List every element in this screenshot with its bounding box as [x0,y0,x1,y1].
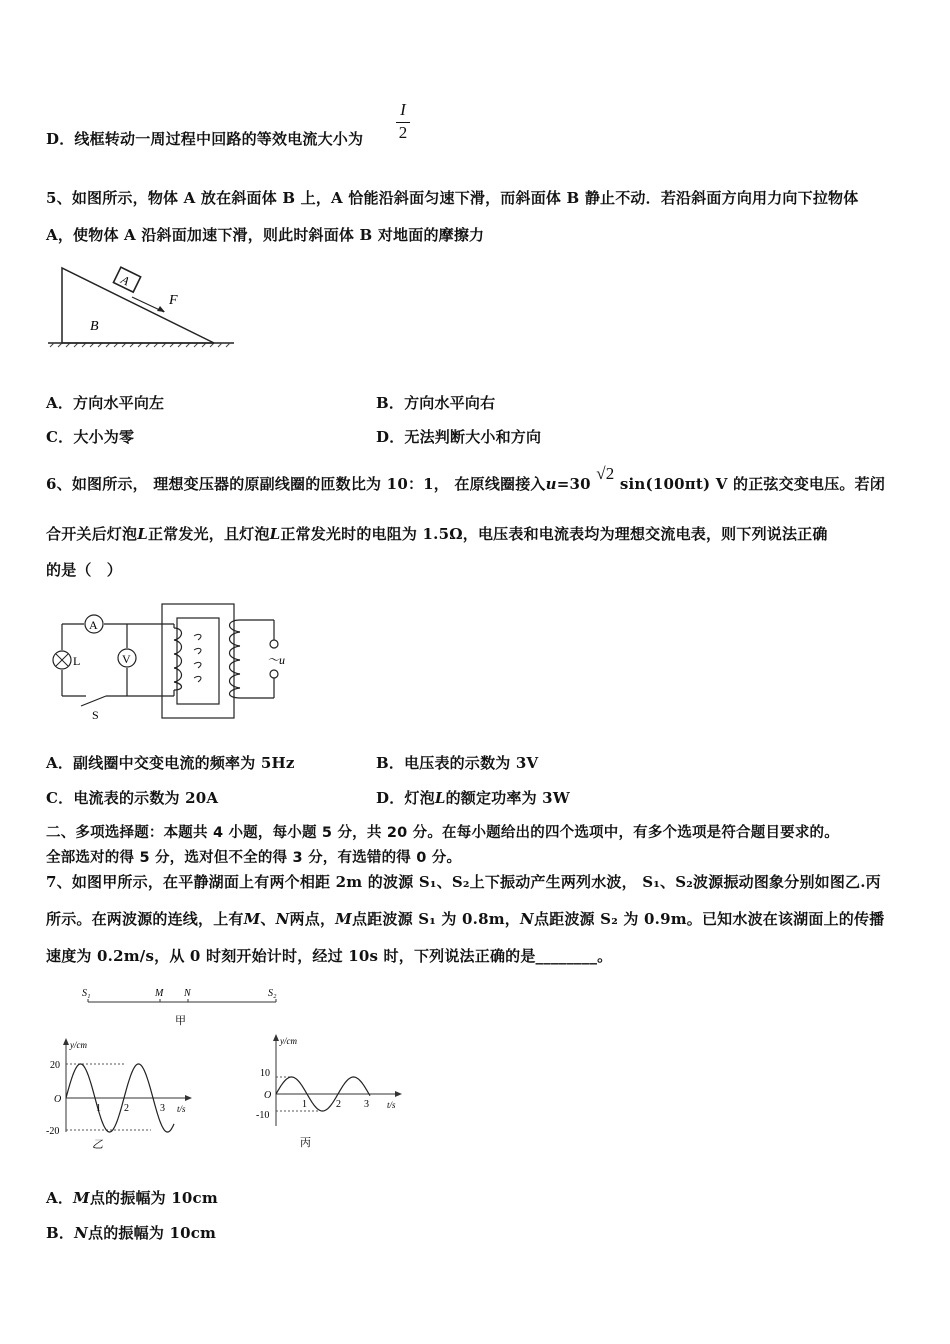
label-s1: S₁ [82,988,91,999]
q5-option-b: B．方向水平向右 [376,394,496,412]
q6-option-d-lamp: L [434,789,446,807]
secondary-coil [174,628,182,690]
yi-xtick-1: 1 [96,1103,101,1114]
q6-stem-line1 [46,464,886,494]
q6-transformer-circuit [44,598,304,726]
q6-lamp-symbol: L [137,525,148,543]
yi-xtick-2: 2 [124,1103,129,1114]
q6-eq30: =30 [556,475,591,493]
caption-bing: 丙 [300,1137,311,1149]
bing-ylabel: y/cm [280,1036,297,1046]
yi-origin: O [54,1094,62,1105]
q7-figure-yi [44,1036,204,1156]
bing-ytick-10: 10 [260,1068,270,1079]
q7-stem-line2 [46,908,884,929]
q5-stem-line1: 5、如图所示，物体 A 放在斜面体 B 上，A 恰能沿斜面匀速下滑，而斜面体 B 静止不动．若沿斜面方向用力向下拉物体 [46,189,859,207]
q6-lamp-symbol-2: L [269,525,281,543]
q7-point-n-2: N [520,910,534,928]
block-a-label: A [118,272,132,289]
q4-option-d-fraction [396,100,410,143]
q7-point-n: N [275,910,290,928]
primary-coil [230,620,241,698]
q7-stem-line2-b: 两点， [289,910,336,928]
q6-option-d-b: 的额定功率为 3W [445,789,570,807]
q7-option-a-prefix: A． [46,1189,74,1207]
q7-stem-line1: 7、如图甲所示，在平静湖面上有两个相距 2m 的波源 S₁、S₂上下振动产生两列水波， S₁、S₂波源振动图象分别如图乙.丙 [46,873,881,891]
caption-yi: 乙 [92,1139,103,1151]
source-terminal-bottom [270,670,278,678]
q7-stem-line2-d: 点距波源 S₂ 为 0.9m。已知水波在该湖面上的传播 [533,910,885,928]
q5-option-d: D．无法判断大小和方向 [376,428,542,446]
q7-stem-line2-a: 所示。在两波源的连线，上有 [46,910,244,928]
voltmeter-label: V [122,652,131,666]
q6-stem-line1-a: 6、如图所示， 理想变压器的原副线圈的匝数比为 10：1， 在原线圈接入 [46,475,546,493]
ammeter-label: A [89,618,98,632]
q6-stem-line2-c: 正常发光时的电阻为 1.5Ω，电压表和电流表均为理想交流电表，则下列说法正确 [280,525,828,543]
incline-label-b: B [90,319,99,334]
caption-jia: 甲 [175,1015,186,1027]
yi-xlabel: t/s [177,1104,186,1114]
fraction-numerator: I [400,100,406,119]
q6-stem-line2-b: 正常发光，且灯泡 [147,525,270,543]
q6-option-d [376,787,570,808]
switch-blade [81,696,106,706]
source-label: ～u [267,653,286,667]
q5-option-a: A．方向水平向左 [46,394,165,412]
q6-option-b: B．电压表的示数为 3V [376,754,539,772]
q5-stem-line2: A，使物体 A 沿斜面加速下滑，则此时斜面体 B 对地面的摩擦力 [46,226,485,244]
force-label-f: F [169,293,178,308]
block-a [113,267,140,292]
yi-ytick-20: 20 [50,1060,60,1071]
q7-option-a-point: M [73,1189,90,1207]
q7-point-m: M [243,910,261,928]
q7-option-b [46,1222,216,1243]
q6-sqrt2: √2 [596,464,615,483]
section2-heading-line1: 二、多项选择题：本题共 4 小题，每小题 5 分，共 20 分。在每小题给出的四个选项中，有多个选项是符合题目要求的。 [46,825,839,841]
bing-origin: O [264,1090,272,1101]
q7-stem-line3: 速度为 0.2m/s，从 0 时刻开始计时，经过 10s 时，下列说法正确的是________。 [46,947,613,965]
yi-ylabel: y/cm [70,1040,87,1050]
q7-option-a-text: 点的振幅为 10cm [89,1189,218,1207]
q6-stem-line1-b: sin(100πt) V 的正弦交变电压。若闭 [619,475,886,493]
bing-ytick-neg10: -10 [256,1110,270,1121]
q5-option-c: C．大小为零 [46,428,135,446]
q4-option-d-text: D．线框转动一周过程中回路的等效电流大小为 [46,130,364,148]
q4-option-d [46,128,363,149]
yi-ytick-neg20: -20 [46,1126,60,1137]
q7-stem-line2-c: 点距波源 S₁ 为 0.8m， [351,910,521,928]
q7-figure-bing [254,1032,414,1152]
label-s2: S₂ [268,988,277,999]
q6-stem-line2 [46,523,828,544]
source-terminal-top [270,640,278,648]
section2-heading-line2: 全部选对的得 5 分，选对但不全的得 3 分，有选错的得 0 分。 [46,850,462,866]
q7-separator: 、 [260,910,276,928]
switch-label: S [92,708,99,722]
q6-option-c: C．电流表的示数为 20A [46,789,219,807]
bing-xtick-2: 2 [336,1099,341,1110]
fraction-denominator: 2 [396,122,410,143]
q6-stem-line3: 的是（ ） [46,561,123,579]
bing-xtick-3: 3 [364,1099,369,1110]
label-n: N [184,988,191,999]
q7-option-a [46,1187,218,1208]
transformer-core [162,604,234,718]
q7-option-b-text: 点的振幅为 10cm [88,1224,217,1242]
q5-incline-figure [44,260,244,352]
bing-xtick-1: 1 [302,1099,307,1110]
q7-figure-jia [80,984,290,1032]
q7-option-b-prefix: B． [46,1224,75,1242]
q7-option-b-point: N [74,1224,89,1242]
q6-u-symbol: u [545,475,557,493]
yi-xtick-3: 3 [160,1103,165,1114]
q7-point-m-2: M [335,910,352,928]
bing-xlabel: t/s [387,1100,396,1110]
q6-stem-line2-a: 合开关后灯泡 [46,525,138,543]
label-m: M [155,988,164,999]
q6-option-a: A．副线圈中交变电流的频率为 5Hz [46,754,295,772]
lamp-label: L [73,654,81,668]
q6-option-d-a: D．灯泡 [376,789,435,807]
core-center-marks [194,634,201,682]
